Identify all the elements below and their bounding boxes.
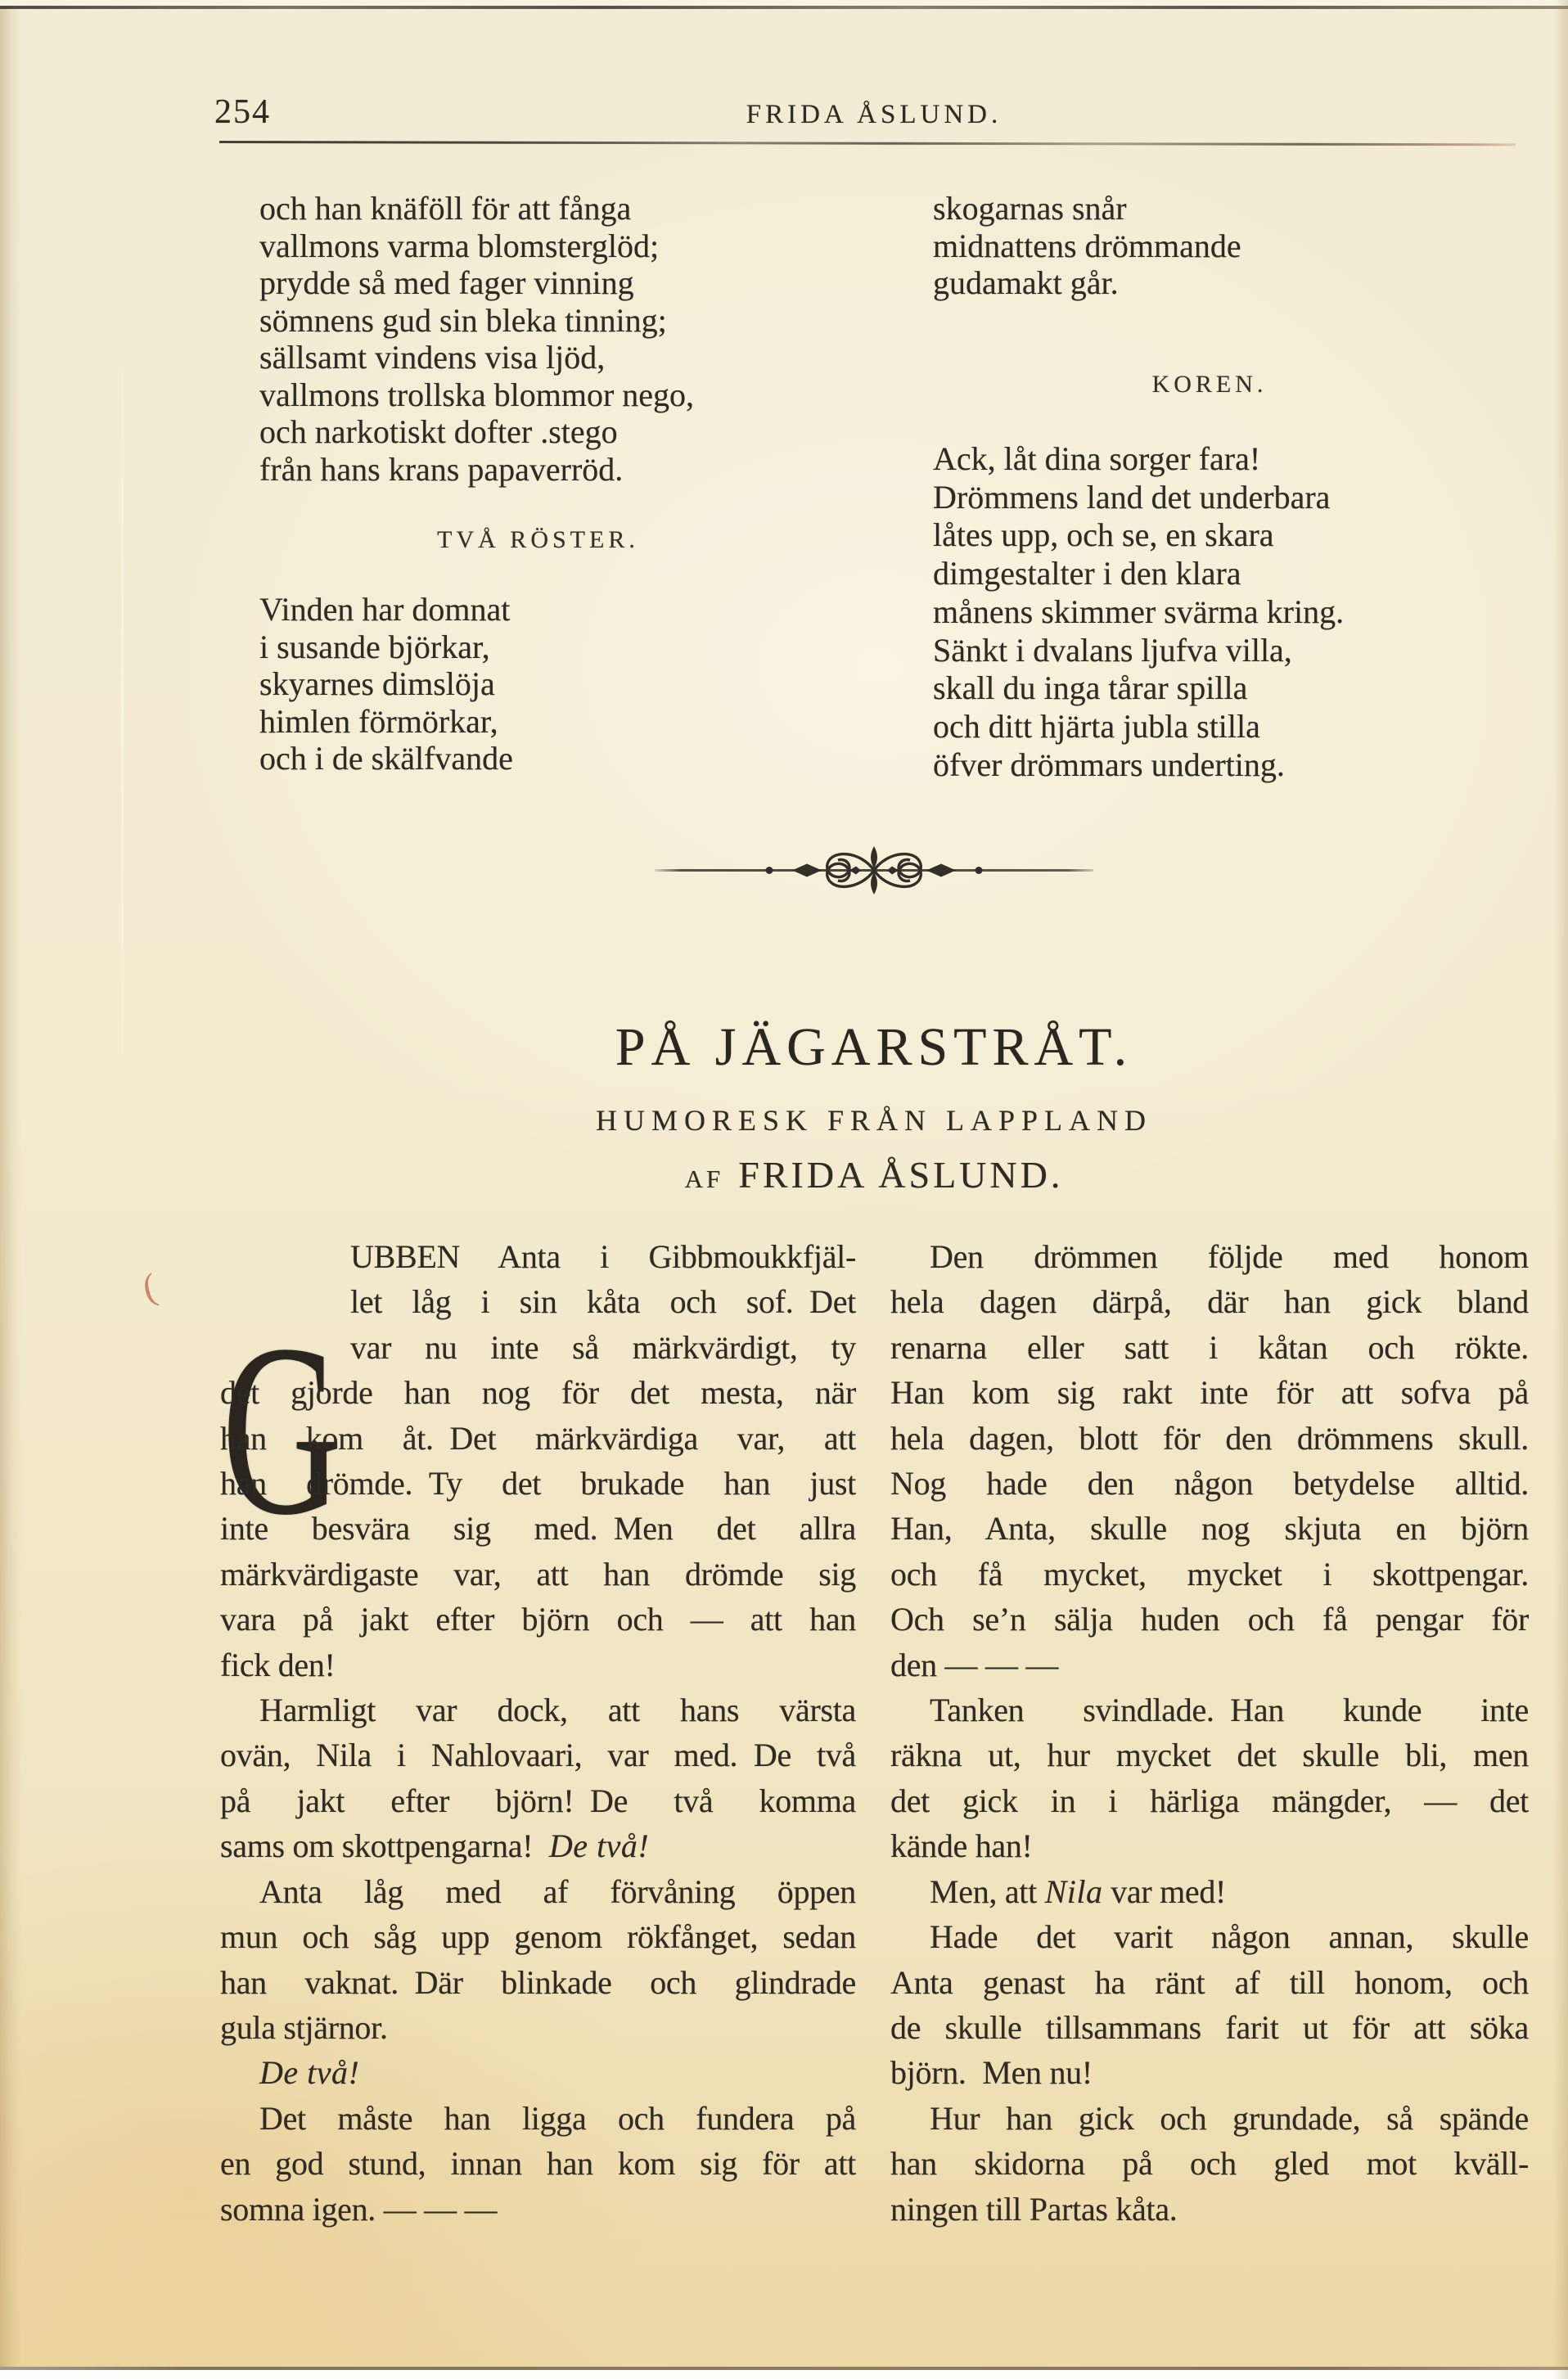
poem-line: Drömmens land det underbara xyxy=(933,478,1331,516)
poem-chorus-heading: KOREN. xyxy=(1151,371,1268,398)
poem-right-stanza-1 xyxy=(933,190,1241,302)
prose-line: han vaknat. Där blinkade och glindrade xyxy=(220,1963,856,2001)
prose-line: Det måste han ligga och fundera på xyxy=(259,2099,856,2137)
prose-line: det gick in i härliga mängder, — det xyxy=(890,1782,1529,1819)
prose-line: let låg i sin kåta och sof. Det xyxy=(350,1283,856,1321)
poem-left-stanza-2 xyxy=(259,591,513,777)
poem-line: Sänkt i dvalans ljufva villa, xyxy=(933,631,1292,669)
story-byline xyxy=(219,1152,1529,1197)
prose-line: björn. Men nu! xyxy=(890,2054,1093,2092)
poem-line: och han knäföll för att fånga xyxy=(259,190,632,227)
prose-line: ovän, Nila i Nahlovaari, var med. De två xyxy=(220,1737,856,1774)
poem-line: sällsamt vindens visa ljöd, xyxy=(259,339,606,376)
prose-line: Hur han gick och grundade, så spände xyxy=(930,2099,1529,2137)
prose-line: de skulle tillsammans farit ut för att söka xyxy=(890,2008,1529,2046)
poem-line: sömnens gud sin bleka tinning; xyxy=(259,301,667,339)
scan-edge-bottom-white xyxy=(0,2370,1568,2379)
prose-line: Han, Anta, skulle nog skjuta en björn xyxy=(890,1510,1529,1548)
poem-right-stanza-2 xyxy=(933,440,1344,784)
poem-line: himlen förmörkar, xyxy=(259,702,498,740)
poem-voice-heading: TVÅ RÖSTER. xyxy=(437,526,639,553)
poem-line: vallmons trollska blommor nego, xyxy=(259,376,695,413)
book-page: 254 FRIDA ÅSLUND. och han knäföll för att fånga vallmons varma blomsterglöd; prydde så med fager vinning sömnens gud sin bleka tinning; sällsamt vindens visa ljöd, vallmons trollska blommor nego, och narkotiskt dofter .stego från hans krans papaverröd. TVÅ RÖSTER. Vinden har domnat i susande björkar, skyarnes dimslöja himlen förmörkar, och i de skälfvande skogarnas snår midnattens drömmande gudamakt går. KOREN. Ack, låt dina sorger fara! Drömmens land det underbara låtes upp, och se, en skara dimgestalter i den klara månens skimmer svärma kring. Sänkt i dvalans ljufva villa, skall du inga tårar spilla och ditt hjärta jubla stilla öfver drömmars underting. PÅ JÄGARSTRÅT. HUMORESK FRÅN LAPPLAND AF FRIDA ÅSLUND. ( G UBBEN Anta i Gibbmoukkfjäl- let låg i sin kåta och sof. Det var nu inte så märkvärdigt, ty det gjorde han nog för det mesta, när han kom åt. Det märkvärdiga var, att han drömde. Ty det brukade han just inte besvära sig med. Men det allra märkvärdigaste var, att han drömde sig vara på jakt efter björn och — att han fick den! Harmligt var dock, att hans värsta ovän, Nila i Nahlovaari, var med. De två på jakt efter björn! De två komma sams om skottpengarna! De två! Anta låg med af förvåning öppen mun och såg upp genom rökfånget, sedan han vaknat. Där blinkade och glindrade gula stjärnor. De två! Det måste han ligga och fundera på en god stund, innan han kom sig för att somna igen. — — — Den drömmen följde med honom hela dagen därpå, där han gick bland renarna eller satt i kåtan och rökte. Han kom sig rakt inte för att sofva på hela dagen, blott för den drömmens skull. Nog hade den någon betydelse alltid. Han, Anta, skulle nog skjuta en björn och få mycket, mycket i skottpengar. Och se’n sälja huden och få pengar för den — — — Tanken svindlade. Han kunde inte räkna ut, hur mycket det skulle bli, men det gick in i härliga mängder, — det kände han! Men, att Nila var med! Hade det varit någon annan, skulle Anta genast ha ränt af till honom, och de skulle tillsammans farit ut för att söka björn. Men nu! Hur han gick och grundade, så spände han skidorna på och gled mot kväll- ningen till Partas kåta. xyxy=(0,0,1568,2379)
prose-line: Och se’n sälja huden och få pengar för xyxy=(890,1601,1529,1638)
prose-line: Tanken svindlade. Han kunde inte xyxy=(930,1692,1529,1729)
prose-line: fick den! xyxy=(220,1646,336,1683)
margin-mark: ( xyxy=(137,1264,161,1309)
poem-line: och ditt hjärta jubla stilla xyxy=(933,707,1260,745)
prose-line: Men, att Nila var med! xyxy=(930,1872,1227,1910)
byline-author-name: FRIDA ÅSLUND. xyxy=(738,1154,1064,1196)
poem-line: och i de skälfvande xyxy=(259,740,513,777)
prose-line: Anta genast ha ränt af till honom, och xyxy=(890,1963,1529,2001)
prose-line: hela dagen därpå, där han gick bland xyxy=(890,1283,1529,1321)
prose-line: mun och såg upp genom rökfånget, sedan xyxy=(220,1918,856,1956)
prose-line: märkvärdigaste var, att han drömde sig xyxy=(220,1555,856,1593)
poem-line: Ack, låt dina sorger fara! xyxy=(933,440,1261,477)
prose-line: på jakt efter björn! De två komma xyxy=(220,1782,856,1819)
divider-flourish-icon xyxy=(655,845,1093,897)
poem-line: prydde så med fager vinning xyxy=(259,264,634,301)
story-title: PÅ JÄGARSTRÅT. xyxy=(615,1017,1133,1077)
story-subtitle: HUMORESK FRÅN LAPPLAND xyxy=(595,1104,1153,1137)
scan-edge-top-light xyxy=(0,0,1568,6)
prose-line: renarna eller satt i kåtan och rökte. xyxy=(890,1328,1529,1366)
prose-line: det gjorde han nog för det mesta, när xyxy=(220,1374,856,1412)
prose-line: sams om skottpengarna! De två! xyxy=(220,1827,650,1865)
poem-line: gudamakt går. xyxy=(933,264,1119,301)
poem-line: och narkotiskt dofter .stego xyxy=(259,413,618,450)
prose-line: Anta låg med af förvåning öppen xyxy=(259,1872,856,1910)
poem-line: månens skimmer svärma kring. xyxy=(933,592,1345,630)
prose-line: kände han! xyxy=(890,1827,1033,1865)
page-number: 254 xyxy=(214,93,271,131)
poem-line: vallmons varma blomsterglöd; xyxy=(259,227,660,264)
prose-line: han skidorna på och gled mot kväll- xyxy=(890,2145,1529,2183)
poem-line: skyarnes dimslöja xyxy=(259,665,495,702)
running-header-title: FRIDA ÅSLUND. xyxy=(746,100,1003,129)
prose-line: Han kom sig rakt inte för att sofva på xyxy=(890,1374,1529,1412)
prose-line: räkna ut, hur mycket det skulle bli, men xyxy=(890,1737,1529,1774)
prose-line: Nog hade den någon betydelse alltid. xyxy=(890,1465,1529,1503)
byline-prefix: AF xyxy=(684,1165,724,1193)
prose-line: hela dagen, blott för den drömmens skull. xyxy=(890,1419,1529,1457)
section-divider xyxy=(655,845,1093,897)
prose-line: Harmligt var dock, att hans värsta xyxy=(259,1692,856,1729)
poem-line: Vinden har domnat xyxy=(259,591,511,628)
prose-line: var nu inte så märkvärdigt, ty xyxy=(350,1328,856,1366)
prose-line: Hade det varit någon annan, skulle xyxy=(930,1918,1529,1956)
scan-edge-top-line xyxy=(0,6,1568,9)
prose-line: gula stjärnor. xyxy=(220,2008,388,2046)
poem-line: i susande björkar, xyxy=(259,628,490,665)
poem-line: midnattens drömmande xyxy=(933,227,1241,264)
poem-line: låtes upp, och se, en skara xyxy=(933,516,1274,554)
prose-line: en god stund, innan han kom sig för att xyxy=(220,2145,856,2183)
poem-line: skogarnas snår xyxy=(933,190,1127,227)
prose-line: vara på jakt efter björn och — att han xyxy=(220,1601,856,1638)
poem-line: skall du inga tårar spilla xyxy=(933,669,1248,707)
prose-line: han kom åt. Det märkvärdiga var, att xyxy=(220,1419,856,1457)
paper-crease xyxy=(121,344,124,1080)
header-rule xyxy=(219,141,1516,146)
poem-line: öfver drömmars underting. xyxy=(933,746,1285,783)
prose-line: den — — — xyxy=(890,1646,1059,1683)
poem-line: från hans krans papaverröd. xyxy=(259,450,624,488)
prose-column-left xyxy=(220,1234,856,2232)
prose-line: De två! xyxy=(259,2054,360,2092)
prose-line: Den drömmen följde med honom xyxy=(930,1238,1529,1275)
poem-left-stanza-1 xyxy=(259,190,694,488)
prose-column-right xyxy=(890,1234,1529,2232)
prose-line: inte besvära sig med. Men det allra xyxy=(220,1510,856,1548)
prose-line: UBBEN Anta i Gibbmoukkfjäl- xyxy=(350,1238,856,1275)
prose-line: somna igen. — — — xyxy=(220,2190,498,2228)
prose-line: ningen till Partas kåta. xyxy=(890,2190,1178,2228)
prose-line: han drömde. Ty det brukade han just xyxy=(220,1465,856,1503)
prose-line: och få mycket, mycket i skottpengar. xyxy=(890,1555,1529,1593)
poem-line: dimgestalter i den klara xyxy=(933,555,1241,592)
